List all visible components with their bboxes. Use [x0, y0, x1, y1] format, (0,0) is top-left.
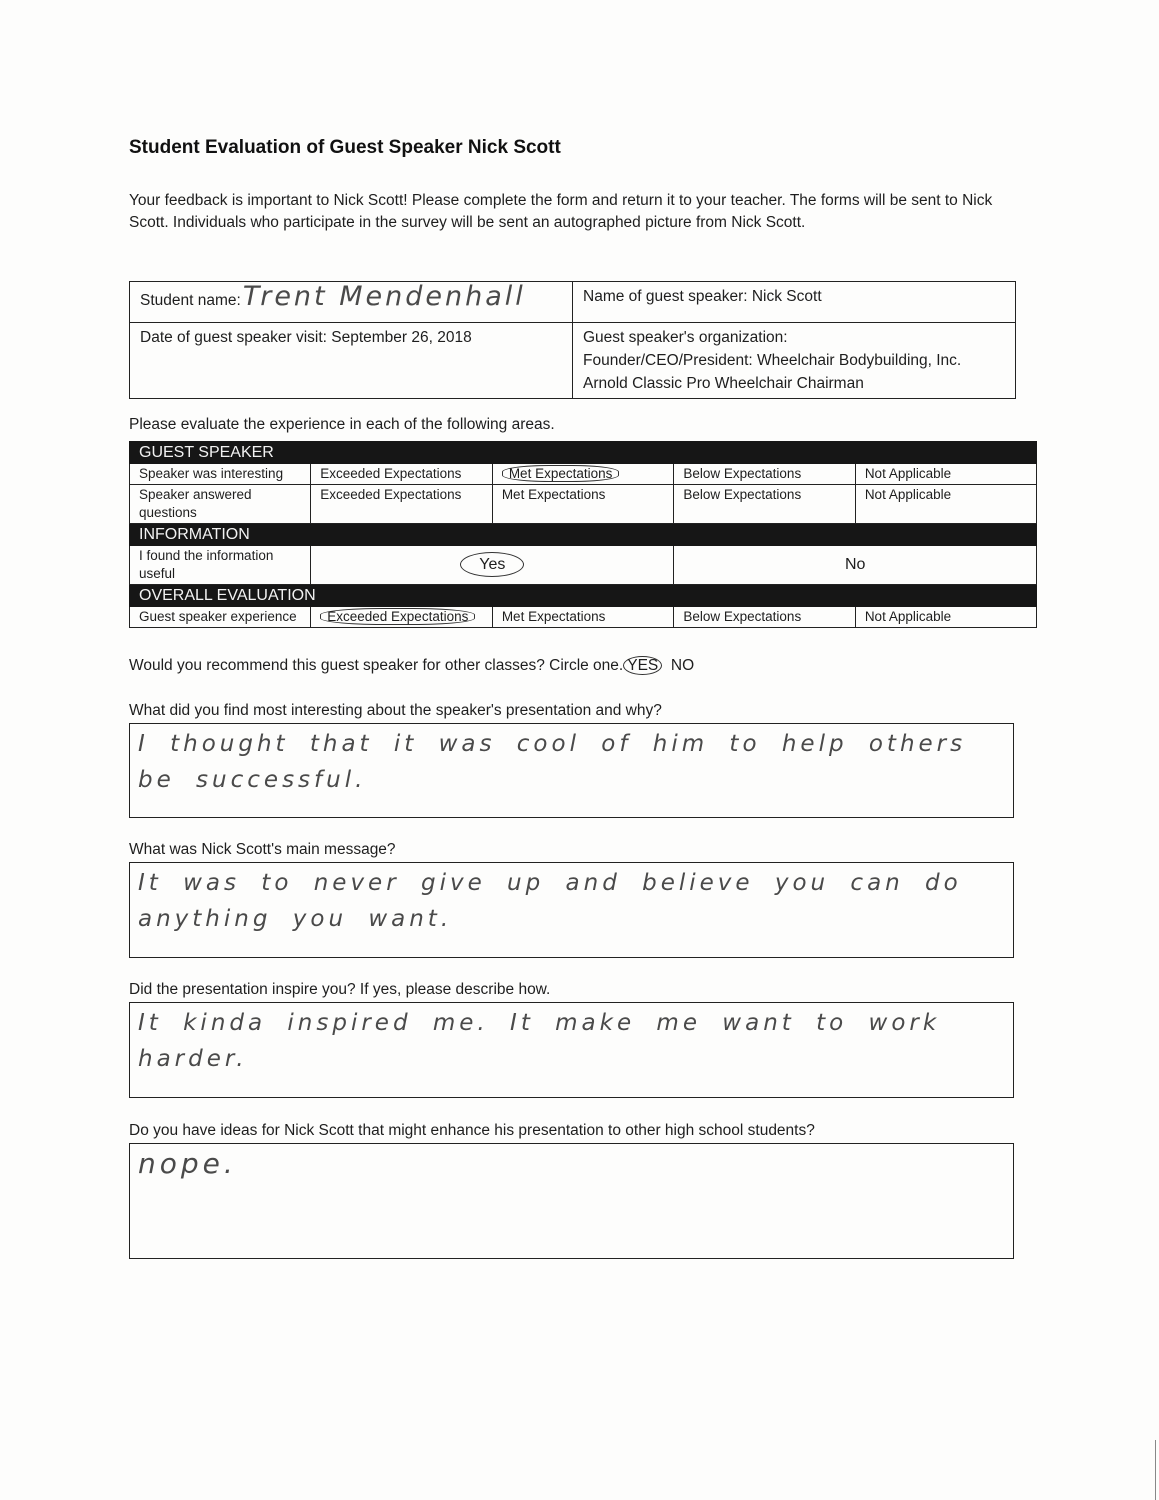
option-not-applicable[interactable]: Not Applicable: [855, 485, 1036, 524]
row-label-experience: Guest speaker experience: [130, 607, 311, 628]
section-header-information: INFORMATION: [130, 524, 1037, 546]
section-header-guest-speaker: GUEST SPEAKER: [130, 442, 1037, 464]
row-label-interesting: Speaker was interesting: [130, 464, 311, 485]
option-yes-selected[interactable]: Yes: [311, 546, 674, 585]
date-label: Date of guest speaker visit: September 26, 2018: [140, 329, 472, 346]
row-label-answered: Speaker answered questions: [130, 485, 311, 524]
option-met[interactable]: Met Expectations: [492, 607, 674, 628]
answer-2[interactable]: It was to never give up and believe you can do anything you want.: [138, 870, 962, 932]
option-not-applicable[interactable]: Not Applicable: [855, 464, 1036, 485]
answer-1[interactable]: I thought that it was cool of him to help others be successful.: [138, 731, 967, 793]
org-cell: [573, 323, 1016, 399]
intro-paragraph: Your feedback is important to Nick Scott! Please complete the form and return it to your teacher. The forms will be sent to Nick Scott. Individuals who participate in the survey will be sent an autographed picture from Nick Scott.: [129, 192, 993, 231]
answer-box-2[interactable]: [129, 862, 1014, 958]
row-label-info-useful: I found the information useful: [130, 546, 311, 585]
option-exceeded-selected[interactable]: Exceeded Expectations: [311, 607, 493, 628]
org-label: Guest speaker's organization:: [583, 329, 788, 346]
answer-3[interactable]: It kinda inspired me. It make me want to work harder.: [138, 1010, 941, 1072]
answer-box-1[interactable]: [129, 723, 1014, 818]
question-1: What did you find most interesting about the speaker's presentation and why?: [129, 702, 662, 719]
option-exceeded[interactable]: Exceeded Expectations: [311, 485, 493, 524]
option-exceeded[interactable]: Exceeded Expectations: [311, 464, 493, 485]
option-below[interactable]: Below Expectations: [674, 464, 855, 485]
option-met[interactable]: Met Expectations: [492, 485, 674, 524]
answer-4[interactable]: nope.: [138, 1147, 237, 1180]
student-name-label: Student name:: [140, 292, 241, 309]
answer-box-4[interactable]: [129, 1143, 1014, 1259]
question-3: Did the presentation inspire you? If yes, please describe how.: [129, 981, 551, 998]
option-below[interactable]: Below Expectations: [674, 485, 855, 524]
evaluation-table: [129, 441, 1037, 628]
question-4: Do you have ideas for Nick Scott that might enhance his presentation to other high school students?: [129, 1122, 815, 1139]
recommend-no[interactable]: NO: [670, 657, 695, 674]
option-below[interactable]: Below Expectations: [674, 607, 855, 628]
eval-prompt: Please evaluate the experience in each of the following areas.: [129, 416, 555, 433]
option-no[interactable]: No: [674, 546, 1037, 585]
section-header-overall: OVERALL EVALUATION: [130, 585, 1037, 607]
option-not-applicable[interactable]: Not Applicable: [855, 607, 1036, 628]
guest-name-cell: [573, 282, 1016, 323]
recommend-yes-selected[interactable]: YES: [623, 656, 662, 675]
org-line-1: Founder/CEO/President: Wheelchair Bodybuilding, Inc.: [583, 352, 962, 369]
student-name-cell[interactable]: [130, 282, 573, 323]
question-2: What was Nick Scott's main message?: [129, 841, 396, 858]
info-table: [129, 281, 1016, 399]
student-name-value[interactable]: Trent Mendenhall: [242, 281, 526, 312]
page-title: Student Evaluation of Guest Speaker Nick Scott: [129, 137, 561, 158]
answer-box-3[interactable]: [129, 1002, 1014, 1098]
scan-edge-mark: [1155, 1440, 1156, 1500]
org-line-2: Arnold Classic Pro Wheelchair Chairman: [583, 375, 864, 392]
guest-name-label: Name of guest speaker: Nick Scott: [583, 288, 822, 305]
date-cell: [130, 323, 573, 399]
recommend-question: Would you recommend this guest speaker for other classes? Circle one. YES NO: [129, 657, 695, 674]
option-met-selected[interactable]: Met Expectations: [492, 464, 674, 485]
